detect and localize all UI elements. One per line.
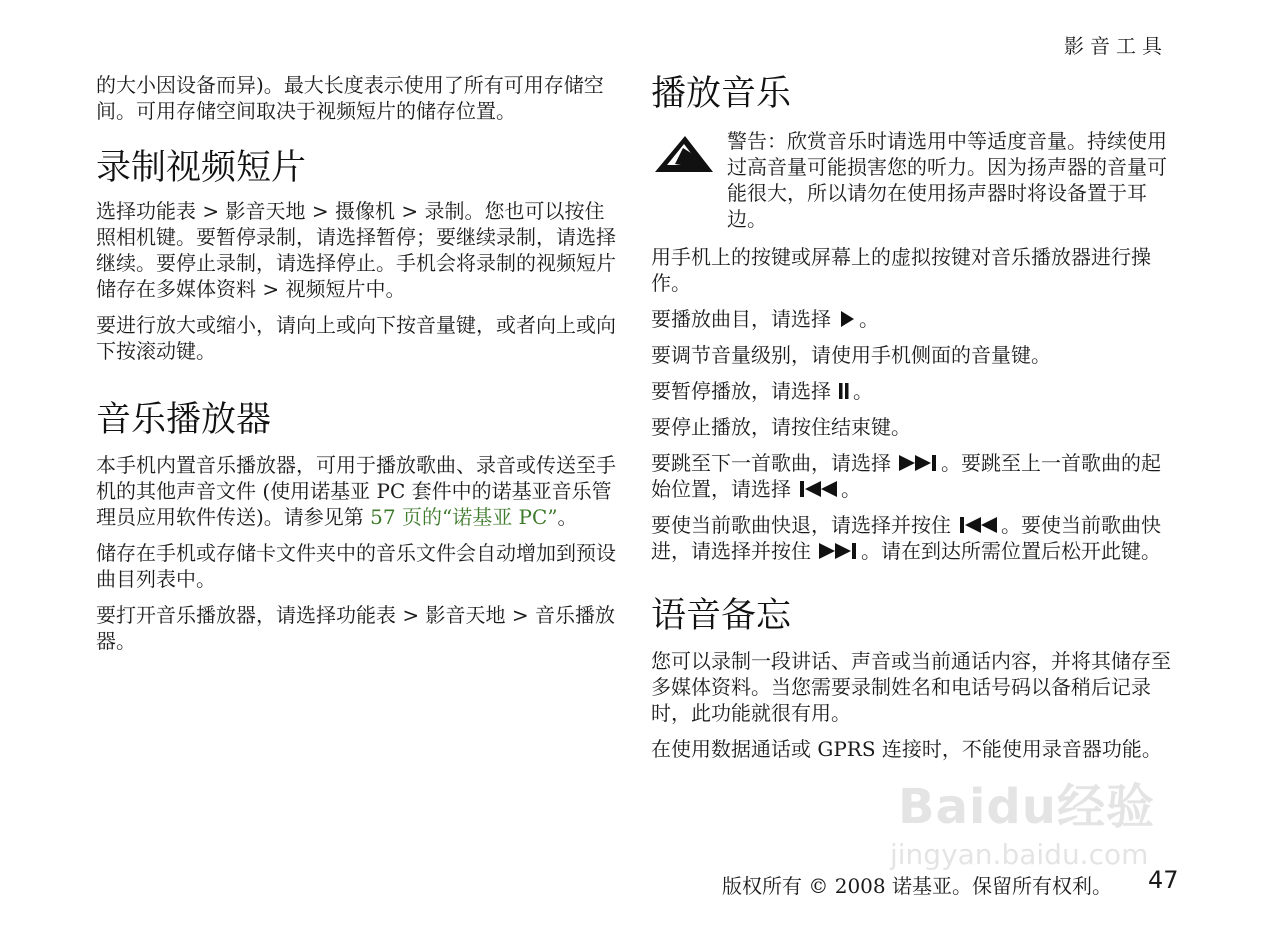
zoom-paragraph: 要进行放大或缩小，请向上或向下按音量键，或者向上或向下按滚动键。 [96,313,616,363]
watermark [880,760,1210,880]
warning-text: 欣赏音乐时请选用中等适度音量。持续使用过高音量可能损害您的听力。因为扬声器的音量可能很大，所以请勿在使用扬声器时将设备置于耳边。 [727,129,1167,231]
menu-term: 继续 [96,251,136,275]
text: 。请在到达所需位置后松开此键。 [861,539,1161,563]
text: 选择 [96,199,136,223]
text: 。要跳至上一首歌曲的起始位置，请选择 [651,451,1161,501]
menu-separator: > [394,199,425,223]
menu-term: 暂停 [376,225,416,249]
text: 。您也可以按住照相机键。要暂停录制，请选择 [96,199,605,249]
player-intro-paragraph [96,452,620,530]
skip-paragraph [651,450,1171,502]
menu-term: 功能表 [336,603,396,627]
seek-paragraph [651,512,1171,564]
right-column [651,72,1171,772]
play-icon [837,309,857,329]
text: ；要继续录制，请选择 [416,225,616,249]
text: 。要停止录制，请选择 [136,251,336,275]
next-track-icon [897,453,939,473]
menu-separator: > [196,199,226,223]
fast-forward-icon [817,541,859,561]
watermark-url: jingyan.baidu.com [890,838,1149,871]
menu-separator: > [505,603,535,627]
menu-separator: > [256,277,286,301]
record-paragraph [96,198,620,302]
text: 表示使用了所有可用存储空间。可用存储空间取决于视频短片的储存位置。 [96,73,604,123]
menu-term: 摄像机 [334,199,395,223]
text: 。要使当前歌曲快进，请选择并按住 [651,513,1161,563]
menu-separator: > [396,603,426,627]
menu-term: 影音天地 [425,603,506,627]
section-heading-voice-memo: 语音备忘 [651,596,792,636]
menu-term: 最大长度 [283,73,364,97]
stop-paragraph: 要停止播放，请按住结束键。 [651,415,911,439]
text: 。 [116,629,136,653]
menu-separator: > [305,199,335,223]
menu-term: 多媒体资料 [156,277,256,301]
intro-paragraph [96,72,620,124]
warning-label: 警告： [727,129,787,153]
text: 。手机会将录制的视频短片储存在 [96,251,616,301]
watermark-logo-text: Baidu经验 [898,779,1155,835]
text: 要播放曲目，请选择 [651,307,831,331]
section-heading-music-player: 音乐播放器 [96,400,272,440]
auto-add-paragraph: 储存在手机或存储卡文件夹中的音乐文件会自动增加到预设曲目列表中。 [96,541,616,591]
text: 要使当前歌曲快退，请选择并按住 [651,513,951,537]
warning-icon [653,134,715,174]
menu-term: 功能表 [136,199,196,223]
text: 。 [853,379,873,403]
cross-reference-link[interactable]: 57 页的“诺基亚 PC” [370,505,558,529]
menu-term: 音乐播放器 [96,603,615,653]
text: 。 [557,505,578,529]
previous-track-icon [797,479,839,499]
text: 中。 [365,277,406,301]
memo-paragraph: 您可以录制一段讲话、声音或当前通话内容，并将其储存至多媒体资料。当您需要录制姓名和电话号码以备稍后记录时，此功能就很有用。 [651,649,1171,725]
text: 要打开音乐播放器，请选择 [96,603,336,627]
text: 的大小因设备而异)。 [96,73,284,97]
memo-gprs-paragraph: 在使用数据通话或 GPRS 连接时，不能使用录音器功能。 [651,737,1162,761]
menu-term: 影音天地 [225,199,306,223]
text: 。 [841,477,861,501]
left-column [96,72,620,664]
text: 。 [859,307,879,331]
copyright-footer: 版权所有 © 2008 诺基亚。保留所有权利。 [722,874,1112,898]
rewind-icon [957,515,999,535]
text: 本手机内置音乐播放器，可用于播放歌曲、录音或传送至手机的其他声音文件 (使用诺基亚 PC 套件中的诺基亚音乐管理员应用软件传送)。请参见第 [96,453,616,529]
open-player-paragraph [96,602,620,654]
pause-paragraph [651,378,1171,404]
text: 要暂停播放，请选择 [651,379,831,403]
page-number: 47 [1148,866,1179,894]
controls-paragraph: 用手机上的按键或屏幕上的虚拟按键对音乐播放器进行操作。 [651,245,1151,295]
menu-term: 视频短片 [285,277,366,301]
play-paragraph [651,306,1171,332]
volume-paragraph: 要调节音量级别，请使用手机侧面的音量键。 [651,343,1051,367]
pause-icon [837,381,851,401]
section-heading-record-video: 录制视频短片 [96,148,307,188]
menu-term: 停止 [336,251,376,275]
text: 要跳至下一首歌曲，请选择 [651,451,891,475]
section-header: 影音工具 [1064,34,1168,58]
warning-box [651,128,1171,232]
section-heading-play-music: 播放音乐 [651,74,792,114]
menu-term: 录制 [424,199,465,223]
